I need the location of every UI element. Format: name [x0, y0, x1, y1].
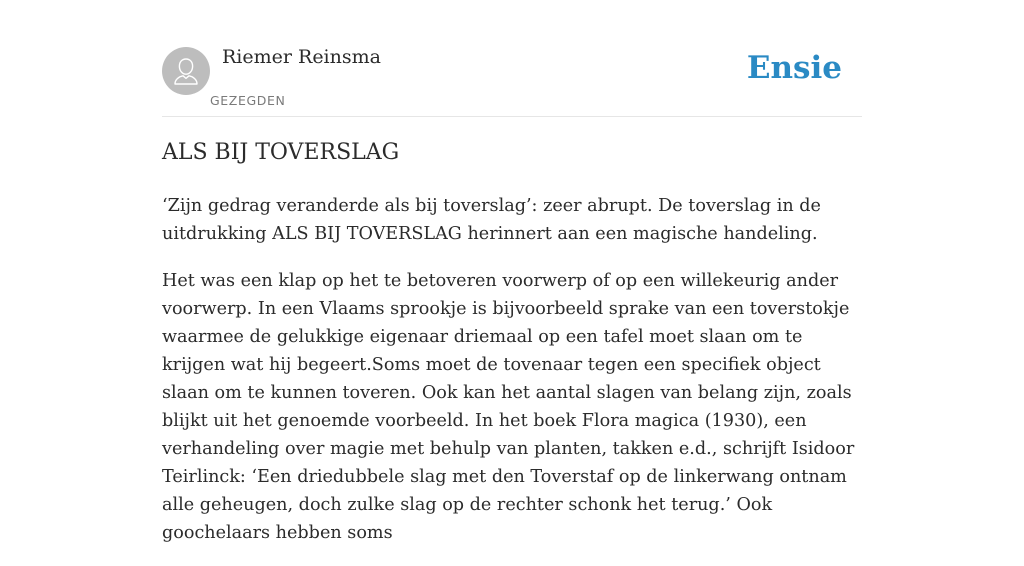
article-title: ALS BIJ TOVERSLAG [162, 140, 400, 165]
article-paragraph: ‘Zijn gedrag veranderde als bij toverslag’: zeer abrupt. De toverslag in de uitdrukking ALS BIJ TOVERSLAG herinnert aan een magische handeling. [162, 196, 821, 244]
category-label[interactable]: GEZEGDEN [210, 93, 286, 108]
article-paragraph: Het was een klap op het te betoveren voorwerp of op een willekeurig ander voorwerp. In een Vlaams sprookje is bijvoorbeeld sprake van een toverstokje waarmee de gelukkige eigenaar driemaal op een tafel moet slaan om te krijgen wat hij begeert.Soms moet de tovenaar tegen een specifiek object slaan om te kunnen toveren. Ook kan het aantal slagen van belang zijn, zoals blijkt uit het genoemde voorbeeld. In het boek Flora magica (1930), een verhandeling over magie met behulp van planten, takken e.d., schrijft Isidoor Teirlinck: ‘Een driedubbele slag met den Toverstaf op de linkerwang ontnam alle geheugen, doch zulke slag op de rechter schonk het terug.’ Ook goochelaars hebben soms [162, 271, 855, 543]
header [162, 46, 862, 117]
author-name[interactable]: Riemer Reinsma [222, 46, 381, 68]
brand-logo[interactable]: Ensie [746, 50, 842, 86]
user-silhouette-icon [162, 47, 210, 95]
author-avatar[interactable] [162, 47, 210, 95]
article-body [162, 192, 862, 566]
